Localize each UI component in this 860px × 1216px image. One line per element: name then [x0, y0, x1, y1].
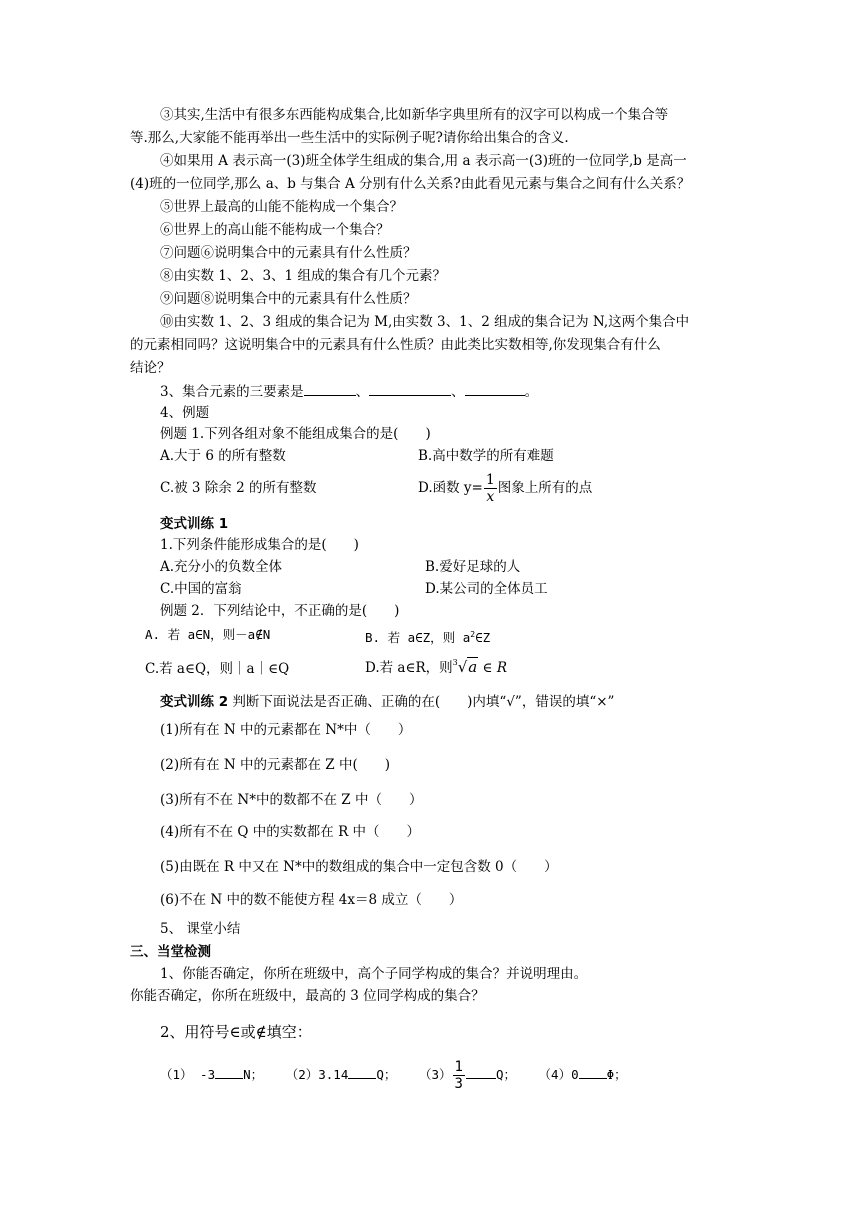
blank-3[interactable] [465, 381, 525, 396]
example2-stem: 例题 2．下列结论中，不正确的是( ) [160, 603, 400, 619]
question-3-line2: 等.那么,大家能不能再举出一些生活中的实际例子呢?请你给出集合的含义. [130, 130, 569, 146]
question-6: ⑥世界上的高山能不能构成一个集合？ [160, 222, 390, 238]
question-5: ⑤世界上最高的山能不能构成一个集合？ [160, 199, 403, 215]
fraction-one-third: $\frac{1}{3}$ [454, 1059, 463, 1092]
blank-zero[interactable] [579, 1064, 607, 1079]
question-4-line1: ④如果用 A 表示高一(3)班全体学生组成的集合,用 a 表示高一(3)班的一位同学,b 是高一 [160, 153, 687, 169]
class-summary: 5、 课堂小结 [160, 921, 241, 937]
section3-q2: 2、用符号∈或∉填空： [160, 1023, 312, 1041]
fill-blanks-row: （1） -3 N； （2）3.14 Q； （3） $\frac{1}{3}$ Q； （4）0 Φ； [160, 1059, 627, 1092]
variant2-title: 变式训练 2 [160, 694, 229, 710]
cube-root-a: $^3$√a [452, 658, 478, 676]
variant1-title: 变式训练 1 [160, 516, 229, 532]
example1-option-d: D.函数 y= $\frac{1}{x}$ 图象上所有的点 [418, 472, 593, 505]
question-9: ⑨问题⑧说明集合中的元素具有什么性质？ [160, 291, 417, 307]
three-elements-line: 3、集合元素的三要素是 、 、 。 [160, 381, 538, 402]
variant2-item-3: (3)所有不在 N*中的数都不在 Z 中（ ） [160, 792, 423, 808]
example2-option-a: A. 若 a∈N，则－a∉N [145, 627, 271, 642]
blank-one-third[interactable] [466, 1064, 496, 1079]
question-10-line2: 的元素相同吗？这说明集合中的元素具有什么性质？由此类比实数相等,你发现集合有什么 [130, 337, 661, 353]
variant2-item-1: (1)所有在 N 中的元素都在 N*中（ ） [160, 722, 412, 738]
question-7: ⑦问题⑥说明集合中的元素具有什么性质？ [160, 245, 417, 261]
blank-neg3[interactable] [215, 1064, 243, 1079]
variant1-option-b: B.爱好足球的人 [425, 559, 521, 575]
example1-option-a: A.大于 6 的所有整数 [160, 448, 286, 464]
variant2-line [160, 692, 614, 712]
example1-option-c: C.被 3 除余 2 的所有整数 [160, 480, 317, 496]
variant2-stem: 判断下面说法是否正确、正确的在( )内填“√”，错误的填“×” [232, 694, 615, 710]
example2-option-c: C.若 a∈Q，则｜a｜∈Q [145, 661, 290, 677]
fraction-1-over-x: $\frac{1}{x}$ [485, 472, 495, 505]
question-10-line1: ⑩由实数 1、2、3 组成的集合记为 M,由实数 3、1、2 组成的集合记为 N,这两个集合中 [160, 314, 690, 330]
blank-2[interactable] [369, 381, 451, 396]
examples-heading: 4、例题 [160, 405, 210, 421]
question-4-line2: (4)班的一位同学,那么 a、b 与集合 A 分别有什么关系?由此看见元素与集合之间有什么关系？ [130, 176, 691, 192]
example2-option-b: B. 若 a∈Z，则 $a^2\in Z$ [365, 630, 491, 646]
variant1-option-c: C.中国的富翁 [160, 581, 242, 597]
question-3-line1: ③其实,生活中有很多东西能构成集合,比如新华字典里所有的汉字可以构成一个集合等 [160, 107, 669, 123]
section3-q1-line1: 1、你能否确定，你所在班级中，高个子同学构成的集合？并说明理由。 [160, 966, 588, 982]
variant1-option-d: D.某公司的全体员工 [425, 581, 548, 597]
blank-314[interactable] [348, 1064, 376, 1079]
variant2-item-4: (4)所有不在 Q 中的实数都在 R 中（ ） [160, 824, 421, 840]
section3-q1-line2: 你能否确定，你所在班级中，最高的 3 位同学构成的集合？ [130, 988, 485, 1004]
variant2-item-6: (6)不在 N 中的数不能使方程 4x＝8 成立（ ） [160, 892, 463, 908]
variant2-item-2: (2)所有在 N 中的元素都在 Z 中( ) [160, 757, 391, 773]
example2-option-d: D.若 a∈R，则$^3$√a ∈ R [365, 657, 507, 680]
question-8: ⑧由实数 1、2、3、1 组成的集合有几个元素？ [160, 268, 446, 284]
example1-option-b: B.高中数学的所有难题 [418, 448, 554, 464]
variant2-item-5: (5)由既在 R 中又在 N*中的数组成的集合中一定包含数 0（ ） [160, 859, 558, 875]
question-10-line3: 结论？ [130, 360, 171, 376]
example1-stem: 例题 1.下列各组对象不能组成集合的是( ) [160, 426, 431, 442]
section3-title: 三、当堂检测 [130, 944, 211, 960]
variant1-option-a: A.充分小的负数全体 [160, 559, 283, 575]
blank-1[interactable] [304, 381, 356, 396]
variant1-stem: 1.下列条件能形成集合的是( ) [160, 537, 359, 553]
